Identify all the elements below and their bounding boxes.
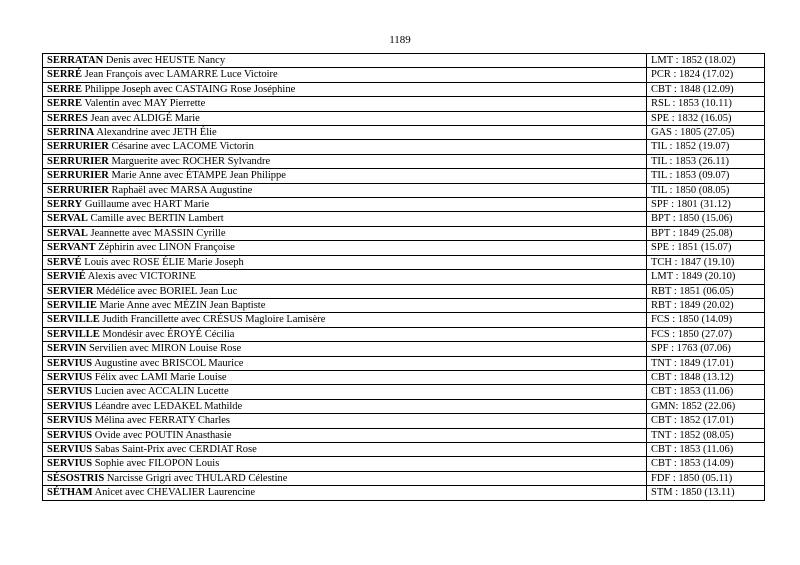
table-row [43,342,765,356]
surname: SERRÉ [47,69,83,81]
couple-details: Jeannette avec MASSIN Cyrille [90,227,226,239]
register-reference: LMT : 1852 (18.02) [647,54,765,68]
couple-cell [43,428,647,442]
couple-cell [43,298,647,312]
table-row [43,68,765,82]
register-reference: CBT : 1848 (12.09) [647,82,765,96]
register-reference: CBT : 1853 (14.09) [647,457,765,471]
surname: SERRURIER [47,184,109,196]
couple-cell [43,414,647,428]
couple-details: Marie Anne avec ÉTAMPE Jean Philippe [111,170,286,182]
table-row [43,298,765,312]
couple-details: Félix avec LAMI Marie Louise [94,371,227,383]
register-reference: RBT : 1849 (20.02) [647,298,765,312]
register-reference: LMT : 1849 (20.10) [647,270,765,284]
register-reference: SPE : 1832 (16.05) [647,111,765,125]
couple-details: Alexis avec VICTORINE [87,271,196,283]
couple-details: Servilien avec MIRON Louise Rose [88,343,242,355]
couple-cell [43,270,647,284]
register-reference: SPF : 1801 (31.12) [647,198,765,212]
register-reference: BPT : 1849 (25.08) [647,226,765,240]
table-row [43,154,765,168]
couple-cell [43,313,647,327]
table-row [43,313,765,327]
couple-details: Léandre avec LEDAKEL Mathilde [94,400,243,412]
table-row [43,54,765,68]
couple-details: Guillaume avec HART Marie [84,199,210,211]
couple-cell [43,226,647,240]
couple-details: Raphaël avec MARSA Augustine [111,184,253,196]
surname: SERRES [47,112,88,124]
couple-details: Narcisse Grigri avec THULARD Célestine [106,472,288,484]
couple-cell [43,169,647,183]
couple-details: Judith Francillette avec CRÉSUS Magloire Lamisère [102,314,326,326]
register-reference: CBT : 1852 (17.01) [647,414,765,428]
surname: SERVIER [47,285,94,297]
register-reference: RSL : 1853 (10.11) [647,97,765,111]
surname: SERVIUS [47,415,93,427]
couple-details: Louis avec ROSE ÉLIE Marie Joseph [84,256,244,268]
couple-details: Mélina avec FERRATY Charles [94,415,230,427]
surname: SERVIUS [47,429,93,441]
surname: SERVIUS [47,371,93,383]
register-reference: STM : 1850 (13.11) [647,486,765,500]
couple-cell [43,442,647,456]
couple-cell [43,54,647,68]
register-reference: CBT : 1853 (11.06) [647,385,765,399]
surname: SERRURIER [47,170,109,182]
couple-details: Jean François avec LAMARRE Luce Victoire [84,69,278,81]
couple-details: Sabas Saint-Prix avec CERDIAT Rose [94,443,257,455]
register-reference: TIL : 1850 (08.05) [647,183,765,197]
register-reference: PCR : 1824 (17.02) [647,68,765,82]
table-row [43,471,765,485]
surname: SERRURIER [47,141,109,153]
table-row [43,226,765,240]
register-reference: BPT : 1850 (15.06) [647,212,765,226]
couple-cell [43,68,647,82]
couple-cell [43,486,647,500]
surname: SERRY [47,199,83,211]
couple-cell [43,370,647,384]
couple-details: Marguerite avec ROCHER Sylvandre [111,155,271,167]
surname: SERVIUS [47,443,93,455]
table-row [43,111,765,125]
table-row [43,414,765,428]
couple-details: Mondésir avec ÉROYÉ Cécilia [102,328,235,340]
couple-cell [43,342,647,356]
surname: SERVIUS [47,400,93,412]
couple-cell [43,471,647,485]
couple-cell [43,183,647,197]
register-reference: TNT : 1852 (08.05) [647,428,765,442]
table-row [43,486,765,500]
couple-cell [43,82,647,96]
register-reference: FCS : 1850 (27.07) [647,327,765,341]
register-reference: TNT : 1849 (17.01) [647,356,765,370]
couple-cell [43,198,647,212]
couple-details: Ovide avec POUTIN Anasthasie [94,429,232,441]
table-row [43,399,765,413]
couple-details: Sophie avec FILOPON Louis [94,458,220,470]
register-reference: TCH : 1847 (19.10) [647,255,765,269]
couple-cell [43,97,647,111]
couple-cell [43,111,647,125]
surname: SERRE [47,98,83,110]
couple-cell [43,241,647,255]
register-reference: GMN: 1852 (22.06) [647,399,765,413]
register-reference: TIL : 1853 (09.07) [647,169,765,183]
couple-details: Augustine avec BRISCOL Maurice [94,357,244,369]
table-row [43,169,765,183]
couple-details: Denis avec HEUSTE Nancy [105,55,226,66]
register-reference: SPE : 1851 (15.07) [647,241,765,255]
register-reference: CBT : 1853 (11.06) [647,442,765,456]
surname: SERVAL [47,213,88,225]
surname: SERVAL [47,227,88,239]
table-row [43,97,765,111]
register-reference: GAS : 1805 (27.05) [647,126,765,140]
couple-cell [43,126,647,140]
couple-details: Zéphirin avec LINON Françoise [98,242,235,254]
couple-cell [43,284,647,298]
surname: SERVANT [47,242,96,254]
couple-details: Alexandrine avec JETH Élie [96,127,217,139]
couple-cell [43,399,647,413]
table-row [43,327,765,341]
couple-cell [43,140,647,154]
couple-details: Césarine avec LACOME Victorin [111,141,254,153]
couple-details: Camille avec BERTIN Lambert [90,213,224,225]
table-row [43,241,765,255]
couple-cell [43,457,647,471]
table-row [43,356,765,370]
couple-details: Médélice avec BORIEL Jean Luc [95,285,238,297]
surname: SÉTHAM [47,487,93,499]
table-row [43,457,765,471]
register-reference: SPF : 1763 (07.06) [647,342,765,356]
table-row [43,198,765,212]
table-row [43,212,765,226]
surname: SERVÉ [47,256,82,268]
register-reference: FCS : 1850 (14.09) [647,313,765,327]
surname: SERVIÉ [47,271,86,283]
surname: SERVIUS [47,458,93,470]
marriage-registry-table [42,53,765,501]
register-reference: FDF : 1850 (05.11) [647,471,765,485]
couple-details: Valentin avec MAY Pierrette [84,98,206,110]
register-reference: TIL : 1853 (26.11) [647,154,765,168]
table-row [43,370,765,384]
couple-details: Jean avec ALDIGÉ Marie [90,112,200,124]
register-reference: CBT : 1848 (13.12) [647,370,765,384]
surname: SERRE [47,83,83,95]
surname: SERVILIE [47,299,97,311]
couple-cell [43,154,647,168]
table-row [43,385,765,399]
surname: SERVIN [47,343,87,355]
table-row [43,428,765,442]
surname: SERRATAN [47,55,104,66]
couple-cell [43,255,647,269]
table-row [43,82,765,96]
table-row [43,126,765,140]
couple-cell [43,212,647,226]
surname: SERRURIER [47,155,109,167]
surname: SÉSOSTRIS [47,472,105,484]
surname: SERVIUS [47,386,93,398]
couple-details: Anicet avec CHEVALIER Laurencine [94,487,256,499]
table-row [43,255,765,269]
couple-details: Lucien avec ACCALIN Lucette [94,386,229,398]
surname: SERVILLE [47,328,100,340]
couple-cell [43,327,647,341]
register-reference: TIL : 1852 (19.07) [647,140,765,154]
couple-cell [43,385,647,399]
couple-details: Marie Anne avec MÉZIN Jean Baptiste [99,299,266,311]
table-row [43,442,765,456]
register-reference: RBT : 1851 (06.05) [647,284,765,298]
surname: SERVILLE [47,314,100,326]
surname: SERVIUS [47,357,93,369]
couple-details: Philippe Joseph avec CASTAING Rose Joséphine [84,83,296,95]
table-row [43,183,765,197]
surname: SERRINA [47,127,95,139]
table-row [43,140,765,154]
registry-body [43,54,765,501]
table-row [43,270,765,284]
table-row [43,284,765,298]
couple-cell [43,356,647,370]
page-number: 1189 [389,34,411,46]
